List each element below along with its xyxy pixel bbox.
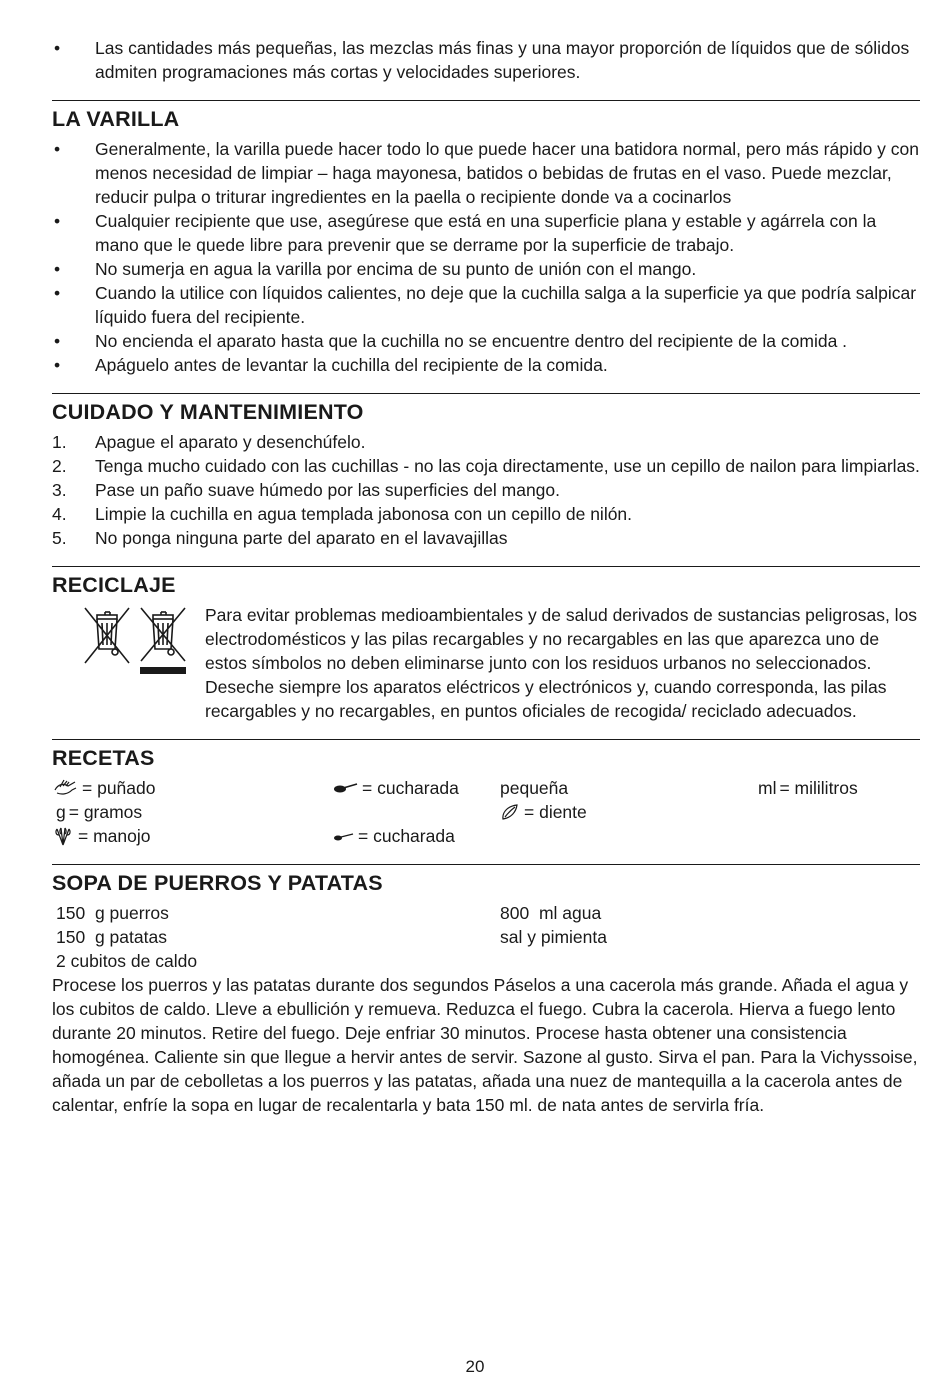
- bullet: •: [54, 211, 61, 231]
- tablespoon-icon: [332, 781, 358, 795]
- step-text: Tenga mucho cuidado con las cuchillas - no las coja directamente, use un cepillo de nailon para limpiarlas.: [95, 456, 920, 476]
- list-item: [52, 526, 920, 550]
- ingredient-text: sal y pimienta: [500, 927, 607, 947]
- step-number: 3.: [52, 480, 67, 500]
- varilla-list: [52, 137, 920, 377]
- bullet-text: Cualquier recipiente que use, asegúrese que está en una superficie plana y estable y agárrela con la mano que le quede libre para prevenir que se derrame por la superficie de trabajo.: [95, 211, 877, 255]
- legend-text: = diente: [524, 802, 587, 822]
- section-title: CUIDADO Y MANTENIMIENTO: [52, 400, 364, 424]
- teaspoon-icon: [332, 829, 354, 843]
- bullet: •: [54, 283, 61, 303]
- recycle-text: Para evitar problemas medioambientales y de salud derivados de sustancias peligrosas, los electrodomésticos y las pilas recargables y no recargables en las que aparezca uno de estos símbolos no deben eliminarse junto con los residuos urbanos no seleccionados. Deseche siempre los aparatos eléctricos y electrónicos y, cuando corresponda, las pilas recargables y no recargables, en puntos oficiales de recogida/ reciclado adecuados.: [205, 605, 918, 721]
- step-text: Apague el aparato y desenchúfelo.: [95, 432, 366, 452]
- ingredient-name: patatas: [109, 927, 167, 947]
- section-reciclaje: [52, 566, 920, 723]
- bullet: •: [54, 259, 61, 279]
- legend-pequena: [500, 776, 758, 800]
- recycle-block: [52, 603, 920, 723]
- section-title: RECETAS: [52, 746, 155, 770]
- list-item: [52, 430, 920, 454]
- bullet: •: [54, 38, 61, 58]
- cuidado-list: [52, 430, 920, 550]
- legend-text: = cucharada: [362, 778, 459, 798]
- legend-cucharada: [332, 776, 500, 800]
- legend-text: = cucharada: [358, 826, 455, 846]
- bullet-text: Generalmente, la varilla puede hacer todo lo que puede hacer una batidora normal, pero más rápido y con menos necesidad de limpiar – haga mayonesa, batidos o bebidas de frutas en el vaso. Puede mezclar, reducir pulpa o triturar ingredientes en la paella o recipiente donde va a cocinarlos: [95, 139, 919, 207]
- ingredient-row: [500, 901, 910, 925]
- section-sopa: [52, 864, 920, 1117]
- page-number: 20: [465, 1357, 485, 1376]
- legend-cucharada-pequena: [332, 824, 500, 848]
- ingredient-qty: 150: [56, 903, 86, 923]
- list-item: [52, 454, 920, 478]
- ml-symbol: ml: [758, 778, 777, 798]
- ingredient-unit: g: [94, 927, 105, 947]
- bunch-icon: [52, 826, 74, 846]
- bullet-text: Las cantidades más pequeñas, las mezclas más finas y una mayor proporción de líquidos que de sólidos admiten programaciones más cortas y velocidades superiores.: [95, 38, 910, 82]
- intro-list: [52, 36, 920, 84]
- bullet: •: [54, 331, 61, 351]
- list-item: [52, 281, 920, 329]
- legend-manojo: [52, 824, 332, 848]
- list-item: [52, 329, 920, 353]
- step-text: No ponga ninguna parte del aparato en el lavavajillas: [95, 528, 508, 548]
- ingredient-row: [56, 901, 500, 925]
- bullet-text: Apáguelo antes de levantar la cuchilla del recipiente de la comida.: [95, 355, 608, 375]
- bullet: •: [54, 139, 61, 159]
- recycle-icons: [52, 603, 205, 677]
- legend-text: = mililitros: [779, 778, 858, 798]
- legend-diente: [500, 800, 758, 824]
- step-text: Limpie la cuchilla en agua templada jabonosa con un cepillo de nilón.: [95, 504, 633, 524]
- step-text: Pase un paño suave húmedo por las superficies del mango.: [95, 480, 561, 500]
- list-item: [52, 502, 920, 526]
- legend-empty: [332, 800, 500, 824]
- bullet-text: Cuando la utilice con líquidos calientes, no deje que la cuchilla salga a la superficie ya que podría salpicar líquido fuera del recipiente.: [95, 283, 917, 327]
- ingredient-row: [56, 949, 500, 973]
- legend-punado: [52, 776, 332, 800]
- ingredient-qty: 800: [500, 903, 530, 923]
- section-title: RECICLAJE: [52, 573, 176, 597]
- garlic-clove-icon: [500, 802, 520, 822]
- section-title: SOPA DE PUERROS Y PATATAS: [52, 871, 383, 895]
- crossed-out-wheelie-bin-with-bar-icon: [138, 605, 188, 677]
- legend-gramos: [52, 800, 332, 824]
- g-symbol: g: [56, 802, 66, 822]
- crossed-out-wheelie-bin-icon: [82, 605, 132, 669]
- list-item: [52, 36, 920, 84]
- legend-text: = manojo: [78, 826, 151, 846]
- legend-mililitros: [758, 776, 918, 800]
- bullet-text: No sumerja en agua la varilla por encima de su punto de unión con el mango.: [95, 259, 697, 279]
- manual-page: [52, 36, 920, 1117]
- ingredient-name: puerros: [109, 903, 169, 923]
- list-item: [52, 353, 920, 377]
- list-item: [52, 257, 920, 281]
- section-recetas: [52, 739, 920, 848]
- step-number: 5.: [52, 528, 67, 548]
- list-item: [52, 137, 920, 209]
- list-item: [52, 478, 920, 502]
- section-title: LA VARILLA: [52, 107, 180, 131]
- ingredient-unit: ml: [538, 903, 558, 923]
- ingredient-row: [500, 925, 910, 949]
- handful-icon: [52, 778, 78, 798]
- ingredients: [52, 901, 920, 973]
- bullet: •: [54, 355, 61, 375]
- ingredient-qty: 150: [56, 927, 86, 947]
- step-number: 2.: [52, 456, 67, 476]
- ingredient-row: [56, 925, 500, 949]
- ingredient-name: agua: [562, 903, 602, 923]
- ingredient-text: 2 cubitos de caldo: [56, 951, 198, 971]
- ingredient-unit: g: [94, 903, 105, 923]
- section-cuidado: [52, 393, 920, 550]
- step-number: 4.: [52, 504, 67, 524]
- list-item: [52, 209, 920, 257]
- legend-text: = puñado: [82, 778, 156, 798]
- step-number: 1.: [52, 432, 67, 452]
- section-varilla: [52, 100, 920, 377]
- legend-text: pequeña: [500, 778, 569, 798]
- symbols-legend: [52, 776, 920, 848]
- bullet-text: No encienda el aparato hasta que la cuchilla no se encuentre dentro del recipiente de la comida .: [95, 331, 848, 351]
- legend-text: = gramos: [68, 802, 143, 822]
- legend-empty: [758, 800, 918, 824]
- recipe-method: Procese los puerros y las patatas durante dos segundos Páselos a una cacerola más grande. Añada el agua y los cubitos de caldo. Lleve a ebullición y remueva. Reduzca el fuego. Cubra la cacerola. Hierva a fuego lento durante 20 minutos. Retire del fuego. Deje enfriar 30 minutos. Procese hasta obtener una consistencia homogénea. Caliente sin que llegue a hervir antes de servir. Sazone al gusto. Sirva el pan. Para la Vichyssoise, añada un par de cebolletas a los puerros y las patatas, añada una nuez de mantequilla a la cacerola antes de calentar, enfríe la sopa en lugar de recalentarla y bata 150 ml. de nata antes de servirla fría.: [52, 975, 918, 1115]
